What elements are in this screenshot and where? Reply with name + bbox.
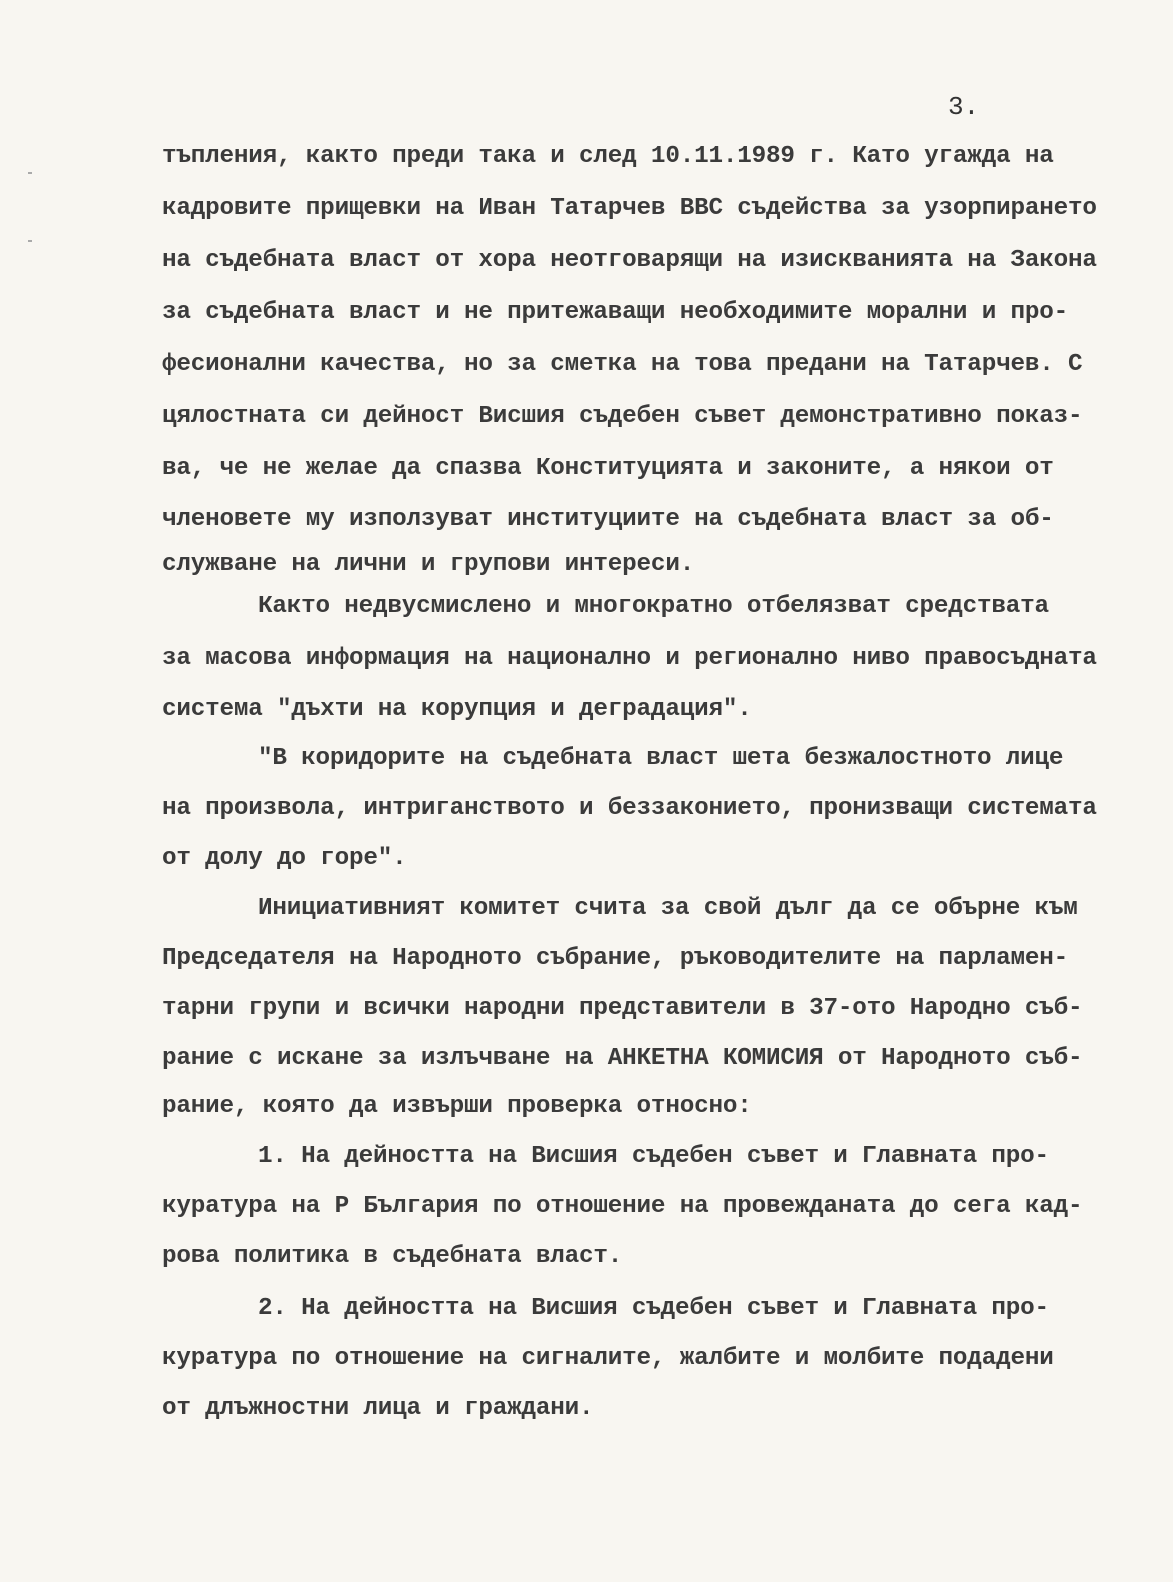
text-line: за съдебната власт и не притежаващи необходимите морални и про- (162, 299, 1068, 326)
text-line: цялостната си дейност Висшия съдебен съвет демонстративно показ- (162, 403, 1083, 430)
paragraph-start: Инициативният комитет счита за свой дълг да се обърне към (258, 895, 1078, 922)
text-line: кадровите прищевки на Иван Татарчев ВВС съдейства за узорпирането (162, 195, 1097, 222)
scan-mark (28, 240, 32, 242)
text-line: куратура по отношение на сигналите, жалбите и молбите подадени (162, 1345, 1054, 1372)
text-line: членовете му използуват институциите на съдебната власт за об- (162, 506, 1054, 533)
text-line: тъпления, както преди така и след 10.11.1989 г. Като угажда на (162, 143, 1054, 170)
page-number: 3. (948, 92, 980, 122)
text-line: система "дъхти на корупция и деградация". (162, 696, 752, 723)
text-line: рова политика в съдебната власт. (162, 1243, 623, 1270)
list-item-1: 1. На дейността на Висшия съдебен съвет и Главната про- (258, 1143, 1049, 1170)
text-line: служване на лични и групови интереси. (162, 551, 695, 578)
text-line: фесионални качества, но за сметка на това предани на Татарчев. С (162, 351, 1083, 378)
paragraph-start: Както недвусмислено и многократно отбелязват средствата (258, 593, 1049, 620)
quote-start: "В коридорите на съдебната власт шета безжалостното лице (258, 745, 1064, 772)
list-item-2: 2. На дейността на Висшия съдебен съвет и Главната про- (258, 1295, 1049, 1322)
scan-mark (28, 172, 32, 174)
text-line: от долу до горе". (162, 845, 407, 872)
text-line: ва, че не желае да спазва Конституцията и законите, а някои от (162, 455, 1054, 482)
text-line: от длъжностни лица и граждани. (162, 1395, 594, 1422)
text-line: рание, която да извърши проверка относно: (162, 1093, 752, 1120)
text-line: за масова информация на национално и регионално ниво правосъдната (162, 645, 1097, 672)
text-line: на съдебната власт от хора неотговарящи на изискванията на Закона (162, 247, 1097, 274)
text-line: Председателя на Народното събрание, ръководителите на парламен- (162, 945, 1068, 972)
text-line: рание с искане за излъчване на АНКЕТНА КОМИСИЯ от Народното съб- (162, 1045, 1083, 1072)
text-line: куратура на Р България по отношение на провежданата до сега кад- (162, 1193, 1083, 1220)
text-line: тарни групи и всички народни представители в 37-ото Народно съб- (162, 995, 1083, 1022)
text-line: на произвола, интриганството и беззаконието, пронизващи системата (162, 795, 1097, 822)
